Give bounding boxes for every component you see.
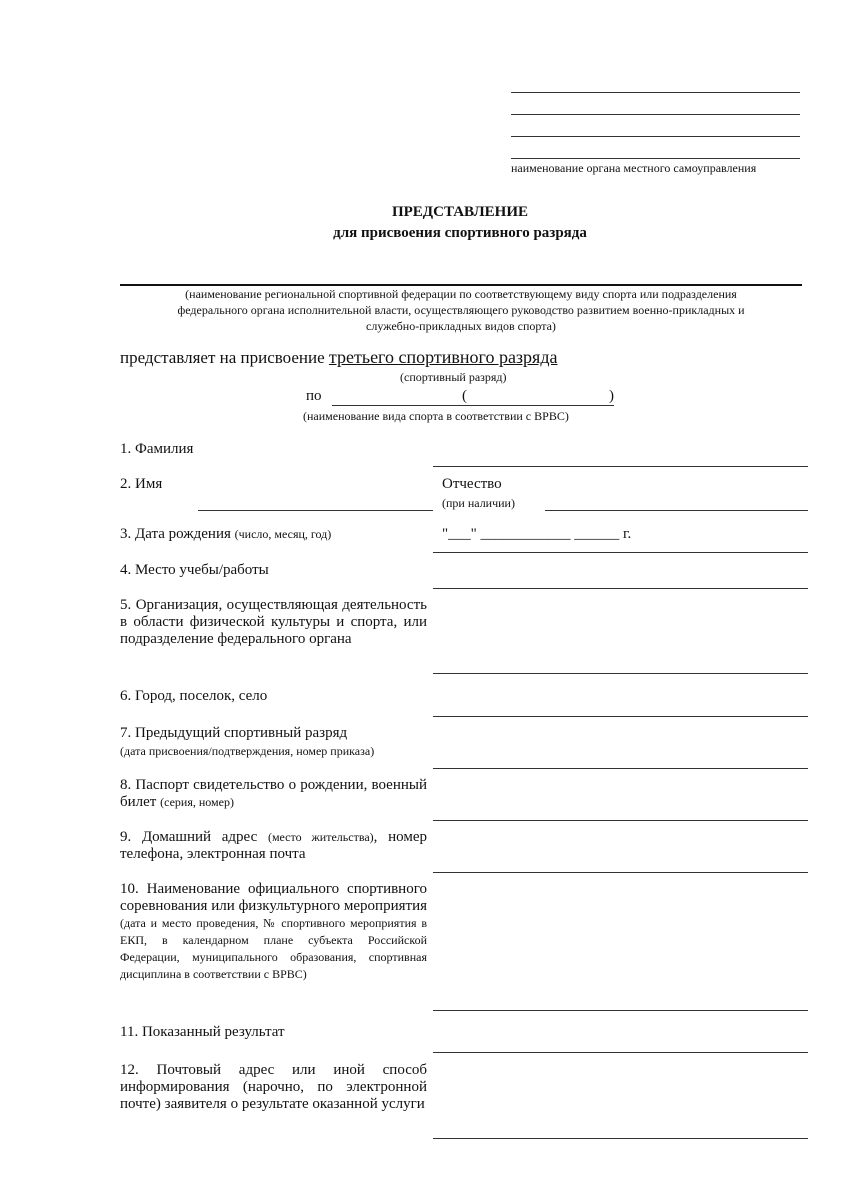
previous-rank-input-line[interactable] [433,768,808,769]
paren-open: ( [462,388,467,404]
sport-caption: (наименование вида спорта в соответствии с ВРВС) [303,409,569,423]
patronymic-label: Отчество [442,476,502,492]
field-competition-label [120,881,427,983]
federation-line [120,284,802,286]
competition-note: (дата и место проведения, № спортивного мероприятия в ЕКП, в календарном плане субъекта Российской Федерации, муниципального образования, спортивная дисциплина в соответствии с ВРВС) [120,916,427,981]
authority-line-4 [511,158,800,159]
field-surname-label: 1. Фамилия [120,441,194,457]
document-subtitle: для присвоения спортивного разряда [333,225,587,241]
address-label-tail: , номер телефона, электронная почта [120,829,428,862]
po-label: по [306,388,322,404]
passport-input-line[interactable] [433,820,808,821]
birthdate-label-text: 3. Дата рождения [120,526,231,542]
competition-label-text: 10. Наименование официального спортивного соревнования или физкультурного мероприятия [120,881,427,914]
federation-caption-2: федерального органа исполнительной власти, осуществляющего руководство развитием военно-прикладных и [177,303,745,317]
field-previous-rank-label: 7. Предыдущий спортивный разряд [120,725,348,741]
field-passport-label [120,777,427,811]
field-address-label [120,829,427,863]
workplace-input-line[interactable] [433,588,808,589]
name-input-line[interactable] [198,510,433,511]
field-result-label: 11. Показанный результат [120,1024,285,1040]
passport-label-text: 8. Паспорт свидетельство о рождении, военный билет [120,777,427,810]
authority-line-1 [511,92,800,93]
paren-close: ) [609,388,614,404]
patronymic-input-line[interactable] [545,510,808,511]
rank-value: третьего спортивного разряда [328,347,558,367]
birthdate-note: (число, месяц, год) [234,527,332,541]
birthdate-value[interactable]: "___" ____________ ______ г. [442,526,632,542]
authority-caption: наименование органа местного самоуправления [511,161,757,175]
address-note: (место жительства) [267,830,374,844]
nomination-prefix: представляет на присвоение [120,348,325,367]
result-input-line[interactable] [433,1052,808,1053]
document-title: ПРЕДСТАВЛЕНИЕ [391,204,529,220]
address-input-line[interactable] [433,872,808,873]
patronymic-note: (при наличии) [442,496,515,510]
authority-line-2 [511,114,800,115]
organization-input-line[interactable] [433,673,808,674]
passport-note: (серия, номер) [160,795,234,809]
field-notification-label: 12. Почтовый адрес или иной способ информирования (нарочно, по электронной почте) заявителя о результате оказанной услуги [120,1062,427,1112]
field-workplace-label: 4. Место учебы/работы [120,562,269,578]
field-organization-label: 5. Организация, осуществляющая деятельность в области физической культуры и спорта, или подразделение федерального органа [120,597,427,647]
city-input-line[interactable] [433,716,808,717]
field-birthdate-label [120,526,331,543]
sport-line [332,405,614,406]
field-name-label: 2. Имя [120,476,163,492]
notification-input-line[interactable] [433,1138,808,1139]
nomination-line [120,347,557,368]
address-label-text: 9. Домашний адрес [120,829,258,845]
birthdate-line [433,552,808,553]
rank-caption: (спортивный разряд) [400,370,507,384]
competition-input-line[interactable] [433,1010,808,1011]
federation-caption-3: служебно-прикладных видов спорта) [366,319,556,333]
previous-rank-note: (дата присвоения/подтверждения, номер приказа) [120,744,375,758]
authority-line-3 [511,136,800,137]
field-city-label: 6. Город, поселок, село [120,688,268,704]
surname-input-line[interactable] [433,466,808,467]
federation-caption-1: (наименование региональной спортивной федерации по соответствующему виду спорта или подразделения [185,287,737,301]
